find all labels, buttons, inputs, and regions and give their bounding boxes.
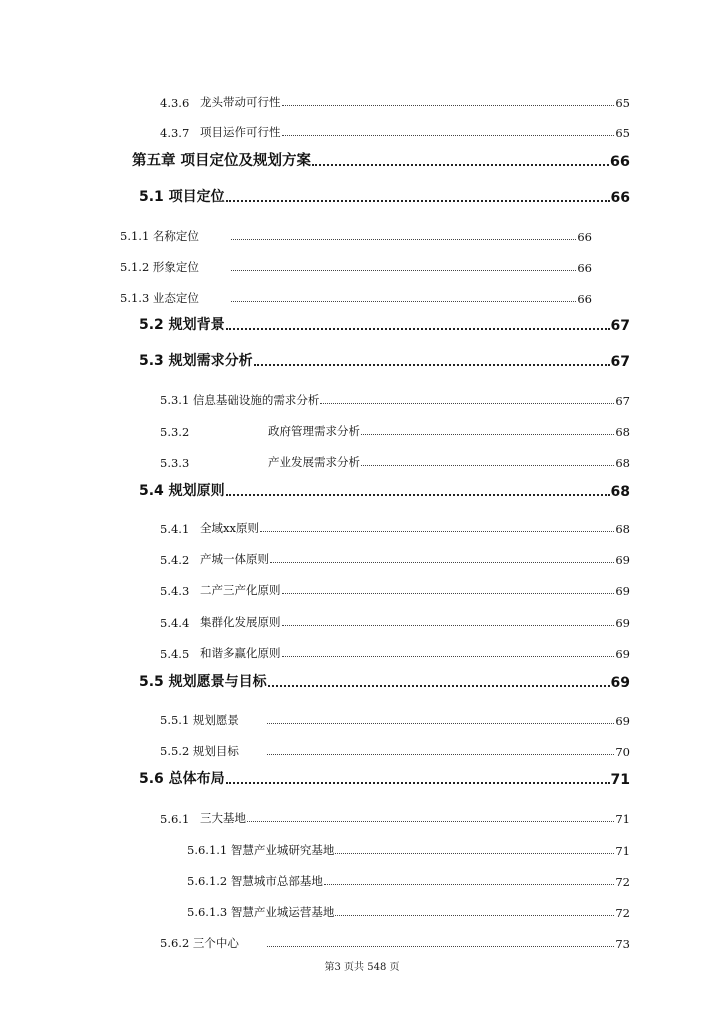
toc-leader: [361, 464, 614, 466]
toc-entry[interactable]: [160, 450, 630, 470]
toc-leader: [324, 883, 614, 885]
toc-title: 产业发展需求分析: [268, 455, 360, 469]
toc-title: 第五章 项目定位及规划方案: [132, 153, 312, 169]
toc-page: 69: [615, 714, 630, 728]
toc-leader: [312, 163, 609, 166]
toc-leader: [282, 624, 615, 626]
toc-title: 5.5.1 规划愿景: [160, 713, 239, 727]
toc-number: 4.3.6: [160, 96, 190, 110]
toc-number: 5.4.5: [160, 647, 190, 661]
toc-title: 三大基地: [200, 811, 246, 825]
toc-leader: [231, 238, 576, 240]
toc-page: 69: [615, 647, 630, 661]
toc-page: 73: [615, 937, 630, 951]
toc-leader: [226, 781, 610, 784]
toc-page: 68: [615, 522, 630, 536]
toc-title: 5.6.1.3 智慧产业城运营基地: [187, 905, 335, 919]
toc-title: 5.5.2 规划目标: [160, 744, 239, 758]
toc-title: 5.1.2 形象定位: [120, 260, 199, 274]
toc-number: 5.3.3: [160, 456, 190, 470]
toc-leader: [361, 433, 614, 435]
toc-page: 68: [610, 484, 630, 500]
toc-page: 67: [615, 394, 630, 408]
toc-page: 66: [577, 230, 592, 244]
toc-leader: [226, 199, 610, 202]
toc-page: 67: [610, 318, 630, 334]
toc-leader: [226, 493, 610, 496]
toc-entry[interactable]: [120, 255, 592, 275]
toc-title: 政府管理需求分析: [268, 424, 360, 438]
toc-entry[interactable]: [160, 708, 630, 728]
toc-entry[interactable]: [187, 838, 630, 858]
toc-page: 66: [577, 261, 592, 275]
toc-leader: [267, 753, 614, 755]
toc-leader: [320, 402, 614, 404]
toc-leader: [254, 363, 610, 366]
toc-title: 5.6.2 三个中心: [160, 936, 239, 950]
toc-page: 66: [577, 292, 592, 306]
toc-number: 5.4.4: [160, 616, 190, 630]
toc-page: 66: [610, 190, 630, 206]
toc-title: 产城一体原则: [200, 552, 269, 566]
toc-title: 5.2 规划背景: [139, 317, 225, 333]
toc-section[interactable]: [139, 480, 630, 500]
toc-title: 5.6.1.2 智慧城市总部基地: [187, 874, 323, 888]
toc-section[interactable]: [139, 350, 630, 370]
toc-title: 二产三产化原则: [200, 583, 281, 597]
toc-entry[interactable]: [160, 120, 630, 140]
toc-entry[interactable]: [160, 806, 630, 826]
toc-entry[interactable]: [160, 90, 630, 110]
toc-entry[interactable]: [160, 388, 630, 408]
toc-entry[interactable]: [187, 900, 630, 920]
toc-leader: [282, 592, 615, 594]
toc-title: 5.4 规划原则: [139, 483, 225, 499]
toc-leader: [231, 269, 576, 271]
toc-title: 5.6 总体布局: [139, 771, 225, 787]
toc-page: 71: [610, 772, 630, 788]
page-footer: 第3 页共 548 页: [324, 962, 400, 973]
toc-title: 龙头带动可行性: [200, 95, 281, 109]
toc-section[interactable]: [139, 314, 630, 334]
toc-page: 68: [615, 456, 630, 470]
toc-entry[interactable]: [120, 224, 592, 244]
toc-number: 5.4.1: [160, 522, 190, 536]
toc-leader: [247, 820, 614, 822]
toc-page: 67: [610, 354, 630, 370]
toc-title: 5.5 规划愿景与目标: [139, 674, 267, 690]
toc-entry[interactable]: [160, 578, 630, 598]
toc-page: 66: [609, 154, 630, 170]
toc-entry[interactable]: [160, 547, 630, 567]
toc-entry[interactable]: [160, 641, 630, 661]
toc-leader: [267, 722, 614, 724]
toc-leader: [226, 327, 610, 330]
toc-page: 72: [615, 875, 630, 889]
toc-page: 65: [615, 126, 630, 140]
toc-title: 5.1 项目定位: [139, 189, 225, 205]
toc-title: 集群化发展原则: [200, 615, 281, 629]
toc-entry[interactable]: [160, 516, 630, 536]
toc-page: 68: [615, 425, 630, 439]
toc-number: 5.6.1: [160, 812, 190, 826]
toc-page: 69: [610, 675, 630, 691]
toc-title: 5.1.3 业态定位: [120, 291, 199, 305]
toc-page: 72: [615, 906, 630, 920]
toc-entry[interactable]: [160, 739, 630, 759]
toc-title: 5.3 规划需求分析: [139, 353, 253, 369]
toc-page: 71: [615, 844, 630, 858]
toc-title: 5.6.1.1 智慧产业城研究基地: [187, 843, 335, 857]
toc-page: 71: [615, 812, 630, 826]
toc-title: 项目运作可行性: [200, 125, 281, 139]
toc-number: 5.4.3: [160, 584, 190, 598]
toc-number: 5.3.2: [160, 425, 190, 439]
toc-leader: [260, 530, 614, 532]
toc-entry[interactable]: [120, 286, 592, 306]
toc-page: 69: [615, 584, 630, 598]
toc-section[interactable]: [139, 768, 630, 788]
toc-leader: [231, 300, 576, 302]
toc-page: 65: [615, 96, 630, 110]
toc-entry[interactable]: [160, 610, 630, 630]
toc-title: 5.1.1 名称定位: [120, 229, 199, 243]
toc-entry[interactable]: [187, 869, 630, 889]
toc-leader: [268, 684, 610, 687]
toc-section[interactable]: [139, 671, 630, 691]
toc-title: 5.3.1 信息基础设施的需求分析: [160, 393, 320, 407]
toc-title: 全域xx原则: [200, 521, 259, 535]
toc-entry[interactable]: [160, 419, 630, 439]
toc-number: 5.4.2: [160, 553, 190, 567]
toc-entry[interactable]: [160, 931, 630, 951]
toc-leader: [282, 655, 615, 657]
toc-page: 70: [615, 745, 630, 759]
toc-leader: [282, 134, 615, 136]
toc-leader: [270, 561, 614, 563]
toc-page: 69: [615, 553, 630, 567]
toc-leader: [335, 852, 614, 854]
toc-page: 69: [615, 616, 630, 630]
toc-leader: [335, 914, 614, 916]
toc-chapter[interactable]: [132, 150, 630, 170]
toc-leader: [282, 104, 615, 106]
toc-leader: [267, 945, 614, 947]
toc-section[interactable]: [139, 186, 630, 206]
toc-number: 4.3.7: [160, 126, 190, 140]
toc-title: 和谐多赢化原则: [200, 646, 281, 660]
